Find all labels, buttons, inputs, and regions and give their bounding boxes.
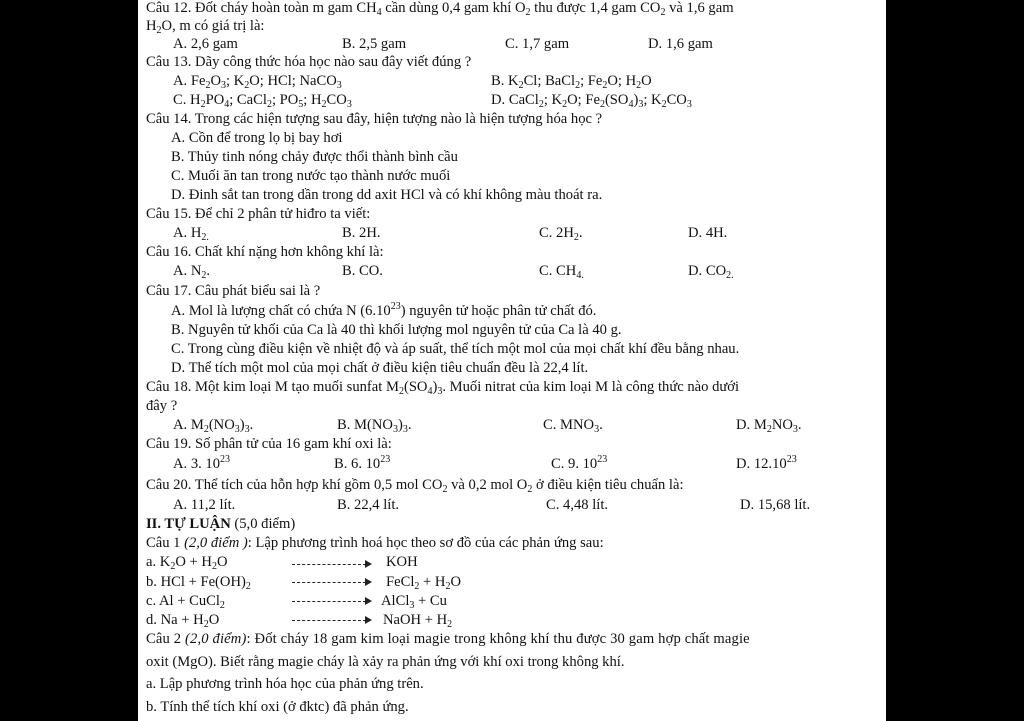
question-19: Câu 19. Số phân tử của 16 gam khí oxi là: (146, 436, 392, 452)
essay-part-b: b. Tính thể tích khí oxi (ở đktc) đã phản ứng. (146, 699, 409, 715)
answer-option: C. $2H_2$. (539, 225, 583, 243)
answer-option: A. $Fe_2O_3$; $K_2O$; HCl; NaCO$_3$ (173, 73, 342, 91)
reaction-arrow-icon (292, 564, 366, 566)
answer-option: A. Cồn để trong lọ bị bay hơi (171, 130, 343, 146)
reaction-arrow-icon (292, 582, 366, 584)
answer-option: D. $CO_{2.}$ (688, 263, 734, 281)
essay-question-1: Câu 1 (2,0 điểm ): Lập phương trình hoá học theo sơ đồ của các phản ứng sau: (146, 535, 604, 551)
reaction-arrow-icon (292, 601, 366, 603)
answer-option: A. $M_2(NO_3)_3$. (173, 417, 254, 435)
section-heading: II. TỰ LUẬN (5,0 điểm) (146, 516, 296, 532)
essay-question-2: Câu 2 (2,0 điểm): Đốt cháy 18 gam kim loại magie trong không khí thu được 30 gam hợp chất magie (146, 631, 750, 647)
reaction-reactants: a. $K_2O + H_2O$ (146, 554, 228, 572)
answer-option: C. $MNO_3$. (543, 417, 603, 435)
answer-option: D. 4H. (688, 225, 728, 241)
reaction-products: KOH (386, 554, 418, 570)
question-16: Câu 16. Chất khí nặng hơn không khí là: (146, 244, 384, 260)
answer-option: B. 2H. (342, 225, 381, 241)
essay-part-a: a. Lập phương trình hóa học của phản ứng trên. (146, 676, 424, 692)
answer-option: C. 9. $10^{23}$ (551, 454, 608, 472)
answer-option: B. $M(NO_3)_3$. (337, 417, 412, 435)
answer-option: B. 22,4 lít. (337, 497, 400, 513)
question-14: Câu 14. Trong các hiện tượng sau đây, hiện tượng nào là hiện tượng hóa học ? (146, 111, 603, 127)
answer-option: C. $CH_{4.}$ (539, 263, 584, 281)
answer-option: A. 11,2 lít. (173, 497, 236, 513)
question-18: Câu 18. Một kim loại M tạo muối sunfat $M_2(SO_4)_3$. Muối nitrat của kim loại M là công thức nào dưới (146, 379, 740, 397)
question-12-cont: $H_2O$, m có giá trị là: (146, 18, 265, 36)
answer-option: B. 2,5 gam (342, 36, 407, 52)
question-20: Câu 20. Thể tích của hỗn hợp khí gồm 0,5 mol $CO_2$ và 0,2 mol $O_2$ ở điều kiện tiêu chuẩn là: (146, 477, 684, 495)
reaction-products: FeCl$_2$ + $H_2O$ (386, 574, 462, 592)
answer-option: B. Nguyên tử khối của Ca là 40 thì khối lượng mol nguyên tử của Ca là 40 g. (171, 322, 622, 338)
answer-option: A. Mol là lượng chất có chứa N (6.10$^{23}$) nguyên tử hoặc phân tử chất đó. (171, 301, 597, 319)
answer-option: A. 3. $10^{23}$ (173, 454, 231, 472)
answer-option: B. 6. $10^{23}$ (334, 454, 391, 472)
answer-option: A. $H_{2.}$ (173, 225, 209, 243)
reaction-products: NaOH + $H_2$ (383, 612, 453, 630)
reaction-reactants: b. HCl + $Fe(OH)_2$ (146, 574, 251, 592)
answer-option: C. Muối ăn tan trong nước tạo thành nước muối (171, 168, 451, 184)
answer-option: D. Đinh sắt tan trong dần trong dd axit HCl và có khí không màu thoát ra. (171, 187, 603, 203)
answer-option: A. 2,6 gam (173, 36, 238, 52)
answer-option: C. $H_2PO_4$; CaCl$_2$; $PO_5$; $H_2CO_3$ (173, 92, 352, 110)
reaction-products: AlCl$_3$ + Cu (381, 593, 447, 611)
answer-option: D. CaCl$_2$; $K_2O$; $Fe_2(SO_4)_3$; $K_2CO_3$ (491, 92, 692, 110)
essay-question-2-cont: oxit (MgO). Biết rằng magie cháy là xảy ra phản ứng với khí oxi trong không khí. (146, 654, 625, 670)
answer-option: B. CO. (342, 263, 383, 279)
answer-option: C. Trong cùng điều kiện về nhiệt độ và áp suất, thể tích một mol của mọi chất khí đều bằng nhau. (171, 341, 740, 357)
answer-option: D. 1,6 gam (648, 36, 713, 52)
exam-page (138, 0, 886, 721)
answer-option: D. Thể tích một mol của mọi chất ở điều kiện tiêu chuẩn đều là 22,4 lít. (171, 360, 589, 376)
question-13: Câu 13. Dãy công thức hóa học nào sau đây viết đúng ? (146, 54, 472, 70)
answer-option: C. 1,7 gam (505, 36, 570, 52)
answer-option: D. 15,68 lít. (740, 497, 811, 513)
answer-option: C. 4,48 lít. (546, 497, 609, 513)
reaction-arrow-icon (292, 620, 366, 622)
reaction-reactants: d. $Na + H_2O$ (146, 612, 220, 630)
answer-option: A. $N_2$. (173, 263, 211, 281)
answer-option: B. $K_2Cl$; BaCl$_2$; $Fe_2O$; $H_2O$ (491, 73, 652, 91)
reaction-reactants: c. Al + CuCl$_2$ (146, 593, 225, 611)
question-18-cont: đây ? (146, 398, 178, 414)
answer-option: B. Thủy tinh nóng chảy được thổi thành bình cầu (171, 149, 458, 165)
question-12: Câu 12. Đốt cháy hoàn toàn m gam $CH_4$ cần dùng 0,4 gam khí $O_2$ thu được 1,4 gam $CO_2$ và 1,6 gam (146, 0, 734, 18)
question-17: Câu 17. Câu phát biểu sai là ? (146, 283, 321, 299)
answer-option: D. $M_2NO_3$. (736, 417, 802, 435)
question-15: Câu 15. Để chỉ 2 phân tử hiđro ta viết: (146, 206, 371, 222)
answer-option: D. 12.10$^{23}$ (736, 454, 797, 472)
